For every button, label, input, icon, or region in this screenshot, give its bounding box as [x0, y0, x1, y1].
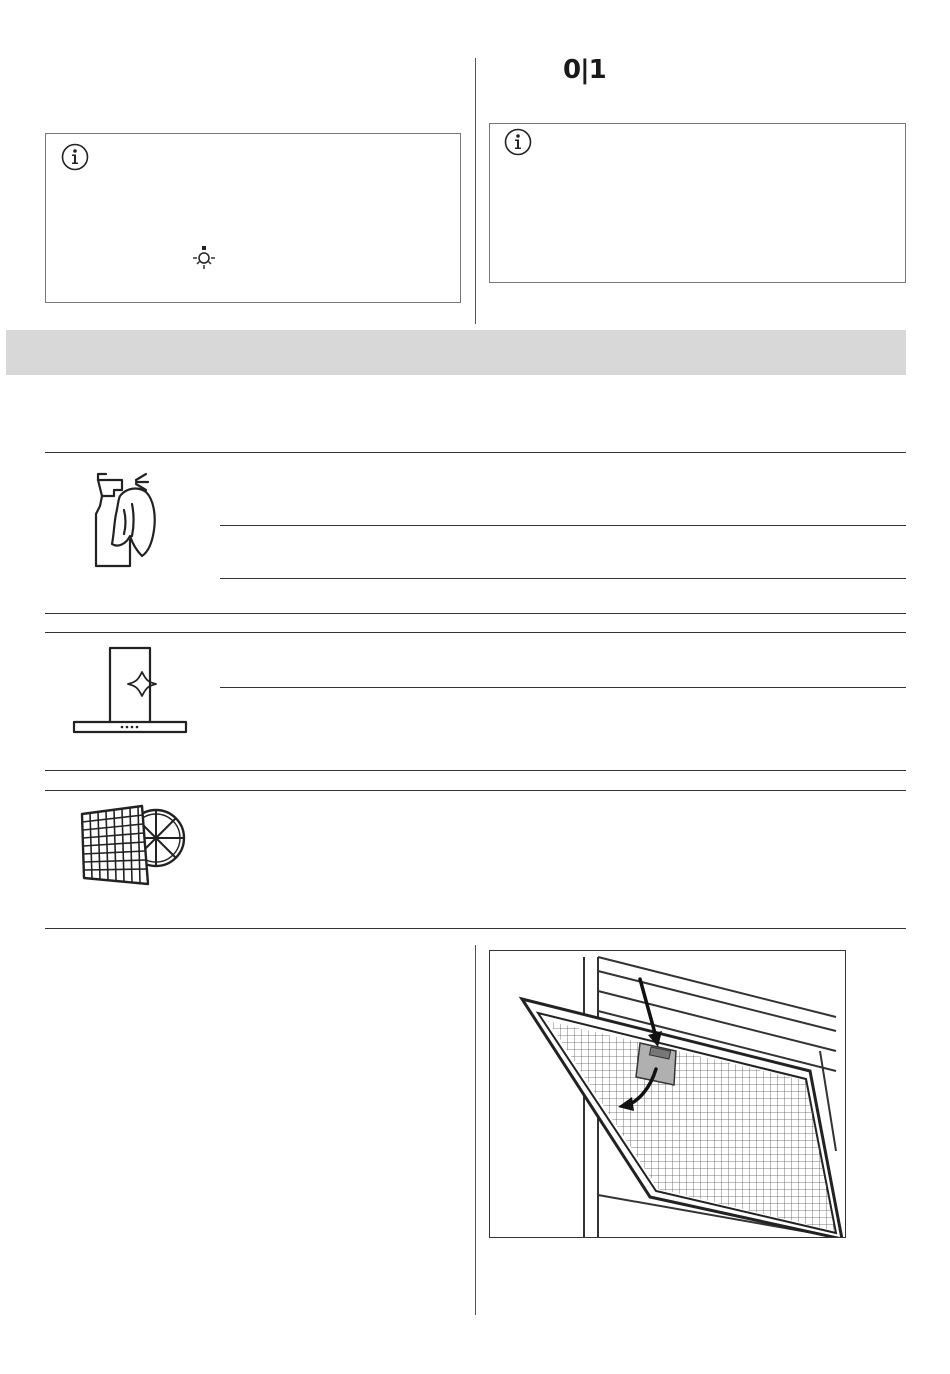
grease-and-charcoal-filter-icon	[78, 800, 190, 890]
column-divider-bottom	[475, 945, 476, 1315]
table-rule	[45, 928, 906, 929]
section-banner	[6, 330, 906, 375]
table-rule	[220, 687, 906, 688]
table-rule	[220, 525, 906, 526]
grease-filter-removal-illustration	[489, 950, 846, 1238]
cooker-hood-icon	[72, 646, 188, 736]
info-icon	[503, 127, 533, 157]
info-icon	[60, 142, 90, 172]
table-rule	[45, 790, 906, 791]
spray-cleaning-icon	[92, 470, 172, 570]
power-switch-label: 0|1	[563, 55, 606, 85]
table-rule	[45, 452, 906, 453]
table-rule	[45, 613, 906, 614]
table-rule	[45, 632, 906, 633]
column-divider-top	[475, 58, 476, 324]
table-rule	[220, 578, 906, 579]
table-rule	[45, 770, 906, 771]
info-box-left	[45, 133, 461, 303]
light-bulb-icon	[192, 244, 216, 274]
info-box-right	[489, 123, 906, 283]
